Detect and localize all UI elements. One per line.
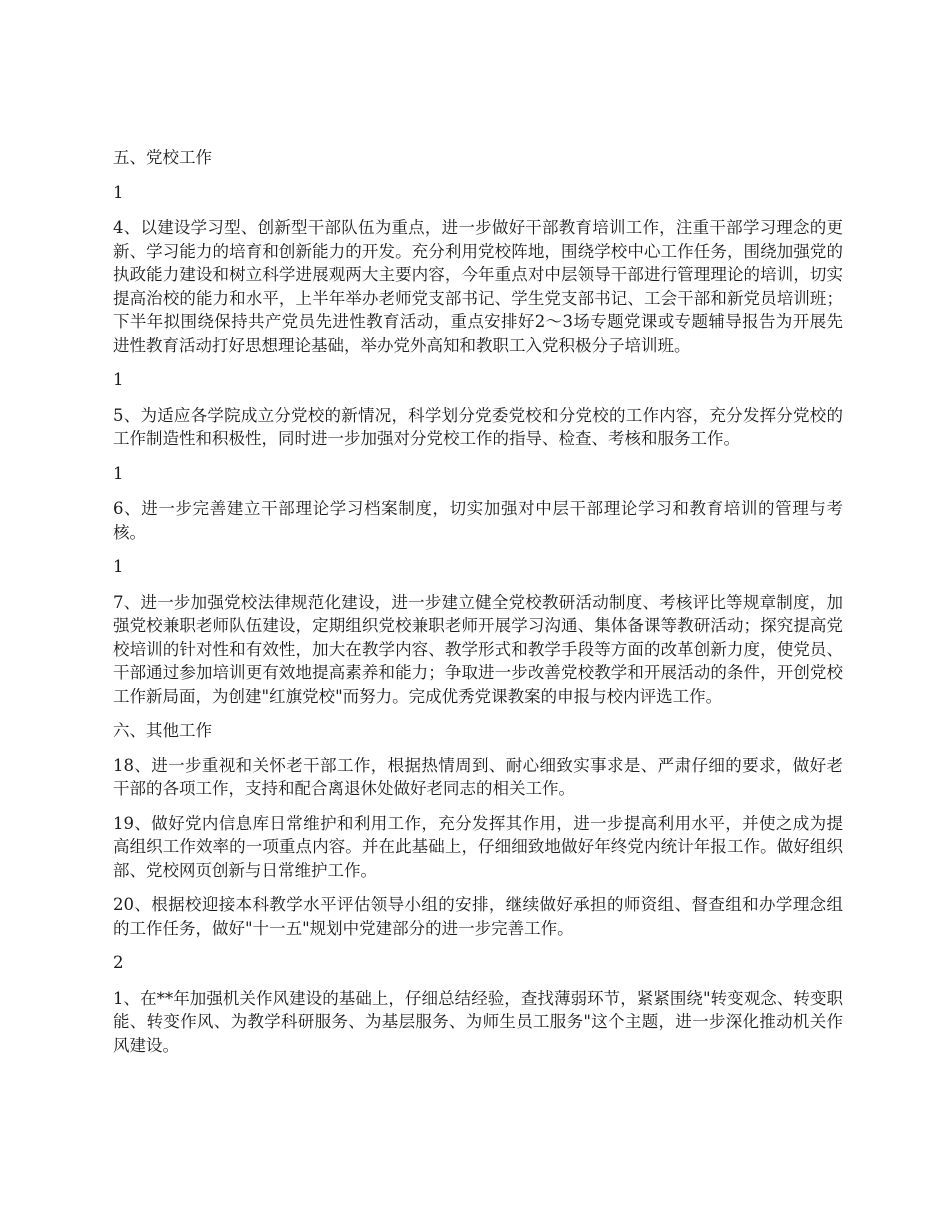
body-paragraph: 19、做好党内信息库日常维护和利用工作，充分发挥其作用，进一步提高利用水平，并使之成为提高组织工作效率的一项重点内容。并在此基础上，仔细细致地做好年终党内统计年报工作。做好组织部、党校网页创新与日常维护工作。 (113, 813, 843, 880)
body-paragraph: 18、进一步重视和关怀老干部工作，根据热情周到、耐心细致实事求是、严肃仔细的要求，做好老干部的各项工作，支持和配合离退休处做好老同志的相关工作。 (113, 755, 843, 798)
body-paragraph: 4、以建设学习型、创新型干部队伍为重点，进一步做好干部教育培训工作，注重干部学习理念的更新、学习能力的培育和创新能力的开发。充分利用党校阵地，围绕学校中心工作任务，围绕加强党的执政能力建设和树立科学进展观两大主要内容，今年重点对中层领导干部进行管理理论的培训，切实提高治校的能力和水平，上半年举办老师党支部书记、学生党支部书记、工会干部和新党员培训班；下半年拟围绕保持共产党员先进性教育活动，重点安排好2～3场专题党课或专题辅导报告为开展先进性教育活动打好思想理论基础，举办党外高知和教职工入党积极分子培训班。 (113, 218, 843, 355)
paragraph-number: 1 (113, 557, 124, 576)
section-heading-other-work: 六、其他工作 (113, 721, 212, 740)
paragraph-number: 1 (113, 370, 124, 389)
body-paragraph: 5、为适应各学院成立分党校的新情况，科学划分党委党校和分党校的工作内容，充分发挥分党校的工作制造性和积极性，同时进一步加强对分党校工作的指导、检查、考核和服务工作。 (113, 405, 843, 448)
section-heading-party-school: 五、党校工作 (113, 148, 212, 167)
paragraph-number: 1 (113, 463, 124, 483)
body-paragraph: 6、进一步完善建立干部理论学习档案制度，切实加强对中层干部理论学习和教育培训的管理与考核。 (113, 499, 843, 542)
document-page (113, 146, 843, 1068)
body-paragraph: 7、进一步加强党校法律规范化建设，进一步建立健全党校教研活动制度、考核评比等规章制度，加强党校兼职老师队伍建设，定期组织党校兼职老师开展学习沟通、集体备课等教研活动；探究提高党校培训的针对性和有效性，加大在教学内容、教学形式和教学手段等方面的改革创新力度，使党员、干部通过参加培训更有效地提高素养和能力；争取进一步改善党校教学和开展活动的条件，开创党校工作新局面，为创建"红旗党校"而努力。完成优秀党课教案的申报与校内评选工作。 (113, 592, 843, 706)
body-paragraph: 20、根据校迎接本科教学水平评估领导小组的安排，继续做好承担的师资组、督查组和办学理念组的工作任务，做好"十一五"规划中党建部分的进一步完善工作。 (113, 895, 843, 938)
paragraph-number: 1 (113, 182, 124, 202)
body-paragraph: 1、在**年加强机关作风建设的基础上，仔细总结经验，查找薄弱环节，紧紧围绕"转变观念、转变职能、转变作风、为教学科研服务、为基层服务、为师生员工服务"这个主题，进一步深化推动机关作风建设。 (113, 988, 843, 1055)
paragraph-number: 2 (113, 953, 124, 972)
